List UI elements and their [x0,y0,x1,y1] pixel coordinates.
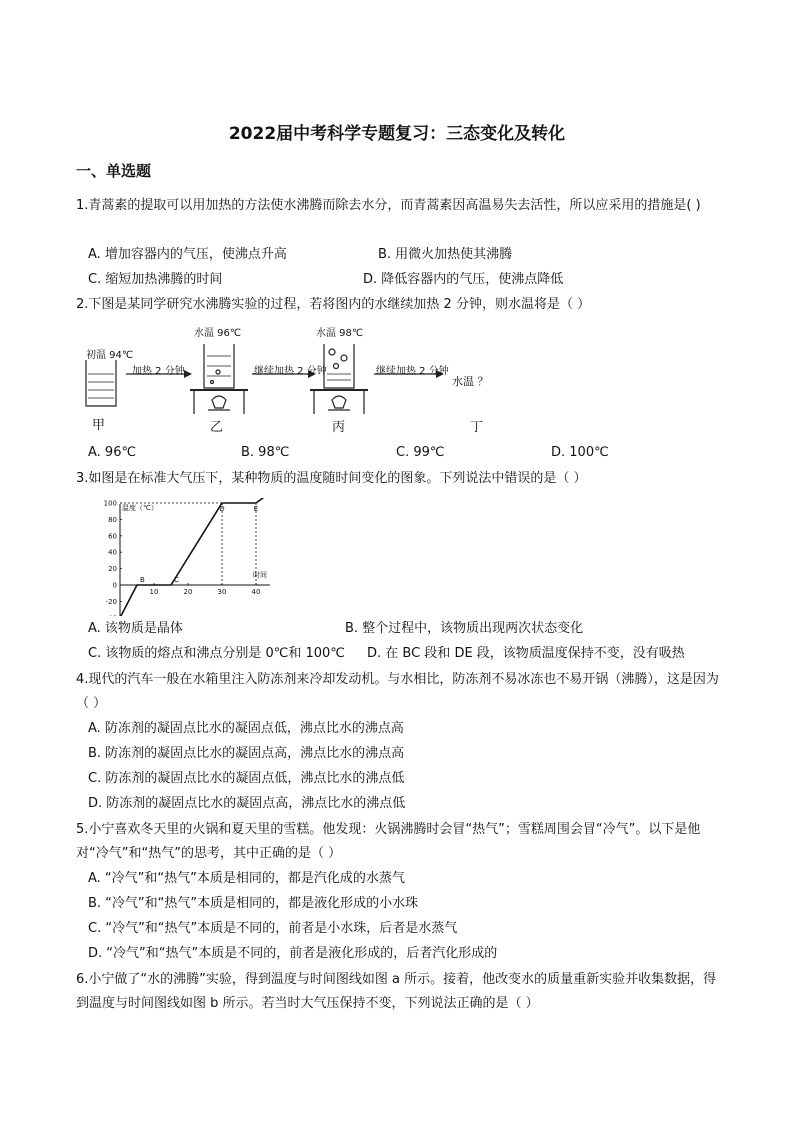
question-3-stem: 3.如图是在标准大气压下，某种物质的温度随时间变化的图象。下列说法中错误的是（ ） [76,471,587,486]
question-2-option-c: C. 99℃ [396,445,445,460]
question-2-stem: 2.下图是某同学研究水沸腾实验的过程，若将图内的水继续加热 2 分钟，则水温将是（ ） [76,297,591,312]
question-2-option-d: D. 100℃ [551,445,609,460]
question-5-stem: 5.小宁喜欢冬天里的火锅和夏天里的雪糕。他发现：火锅沸腾时会冒“热气”；雪糕周围会冒“冷气”。以下是他对“冷气”和“热气”的思考，其中正确的是（ ） [76,822,701,861]
question-4-option-a: A. 防冻剂的凝固点比水的凝固点低，沸点比水的沸点高 [88,721,404,736]
x-tick-label: 10 [149,588,159,596]
question-1-option-b: B. 用微火加热使其沸腾 [378,247,513,262]
question-1-option-d: D. 降低容器内的气压，使沸点降低 [363,272,564,287]
question-3-option-d: D. 在 BC 段和 DE 段，该物质温度保持不变，没有吸热 [367,646,685,661]
x-tick-label: 30 [217,588,227,596]
question-4-option-b: B. 防冻剂的凝固点比水的凝固点高，沸点比水的沸点高 [88,746,405,761]
arrow-2-label: 继续加热 2 分钟 [254,366,327,377]
beaker-bing-apparatus [310,344,368,414]
arrow-3-label: 继续加热 2 分钟 [376,366,449,377]
chart-svg [90,498,270,616]
label-ding: 丁 [470,420,484,435]
point-label-c: C [174,576,179,584]
question-6-stem: 6.小宁做了“水的沸腾”实验，得到温度与时间图线如图 a 所示。接着，他改变水的质量重新实验并收集数据，得到温度与时间图线如图 b 所示。若当时大气压保持不变，下列说法正确的是（ ） [76,972,717,1011]
question-4-stem: 4.现代的汽车一般在水箱里注入防冻剂来冷却发动机。与水相比，防冻剂不易冰冻也不易开锅（沸腾），这是因为（ ） [76,672,719,711]
question-3-option-b: B. 整个过程中，该物质出现两次状态变化 [345,621,584,636]
question-1-stem: 1.青蒿素的提取可以用加热的方法使水沸腾而除去水分，而青蒿素因高温易失去活性，所以应采用的措施是( ) [76,198,701,213]
y-tick-label: -20 [105,597,117,606]
y-tick-label: 40 [108,548,117,557]
y-tick-label: 0 [112,581,117,590]
temp-question-label: 水温 ？ [452,375,489,388]
question-3-option-a: A. 该物质是晶体 [88,621,183,636]
point-label-d: D [219,505,225,513]
initial-temp-label: 初温 94℃ [86,350,134,361]
label-jia: 甲 [92,418,106,433]
arrow-1-label: 加热 2 分钟 [132,366,185,377]
question-3-option-c: C. 该物质的熔点和沸点分别是 0℃和 100℃ [88,646,345,661]
question-5-option-d: D. “冷气”和“热气”本质是不同的，前者是液化形成的，后者汽化形成的 [88,946,498,961]
y-tick-label [106,614,117,616]
question-4-option-c: C. 防冻剂的凝固点比水的凝固点低，沸点比水的沸点低 [88,771,405,786]
label-yi: 乙 [210,420,224,435]
x-axis-label: 时间 [253,571,267,579]
label-bing: 丙 [332,420,346,435]
document-title: 2022届中考科学专题复习：三态变化及转化 [228,124,566,144]
temperature-time-chart [90,498,270,616]
x-tick-label: 40 [251,588,261,596]
question-5-option-c: C. “冷气”和“热气”本质是不同的，前者是小水珠，后者是水蒸气 [88,921,458,936]
question-5-option-a: A. “冷气”和“热气”本质是相同的，都是汽化成的水蒸气 [88,871,405,886]
x-tick-label: 20 [183,588,193,596]
question-5-option-b: B. “冷气”和“热气”本质是相同的，都是液化形成的小水珠 [88,896,419,911]
beaker-yi-apparatus [190,344,248,414]
question-2-option-b: B. 98℃ [241,445,290,460]
question-2-option-a: A. 96℃ [88,445,137,460]
y-tick-label: 60 [108,532,117,541]
point-label-e: E [253,505,259,513]
temperature-series-line [120,498,270,616]
y-tick-label: 20 [108,565,117,574]
y-tick-label: 100 [103,499,117,508]
question-1-option-a: A. 增加容器内的气压，使沸点升高 [88,247,287,262]
boiling-experiment-drawing [76,322,516,437]
y-axis-label: 温度（℃） [122,504,158,512]
y-tick-label: 80 [108,515,117,524]
section-heading: 一、单选题 [76,162,152,180]
boiling-experiment-figure [76,322,516,437]
temp-96-label: 水温 96℃ [194,328,242,339]
beaker-jia [86,360,116,406]
point-label-b: B [140,576,145,584]
question-4-option-d: D. 防冻剂的凝固点比水的凝固点高，沸点比水的沸点低 [88,796,406,811]
temp-98-label: 水温 98℃ [316,328,364,339]
question-1-option-c: C. 缩短加热沸腾的时间 [88,272,223,287]
